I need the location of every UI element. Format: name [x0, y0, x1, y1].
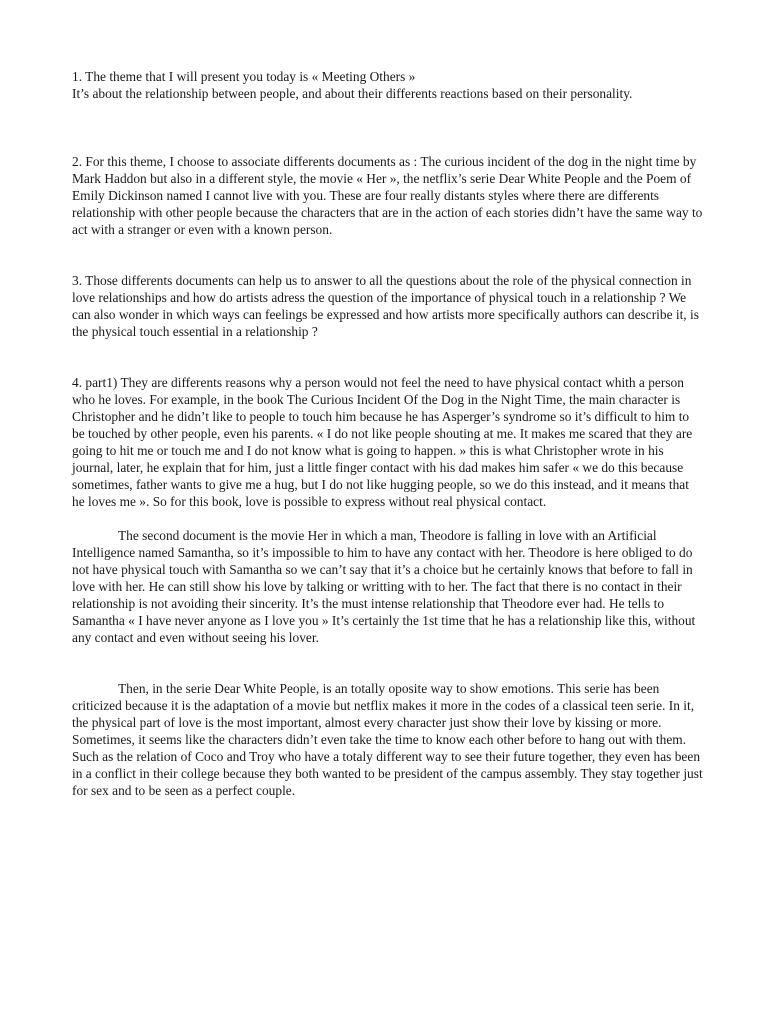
paragraph-4: 4. part1) They are differents reasons why a person would not feel the need to have physical contact whith a person who he loves. For example, in the book The Curious Incident Of the Dog in the Night Time, the main character is Christopher and he didn’t like to people to touch him because he has Asperger’s syndrome so it’s difficult to him to be touched by other people, even his parents. « I do not like people shouting at me. It makes me scared that they are going to hit me or touch me and I do not know what is going to happen. » this is what Christopher wrote in his journal, later, he explain that for him, just a little finger contact with his dad makes him safer « we do this because sometimes, father wants to give me a hug, but I do not like hugging people, so we do this instead, and it means that he loves me ». So for this book, love is possible to express without real physical contact.: [72, 375, 693, 509]
paragraph-2: 2. For this theme, I choose to associate differents documents as : The curious incident of the dog in the night time by Mark Haddon but also in a different style, the movie « Her », the netflix’s serie Dear White People and the Poem of Emily Dickinson named I cannot live with you. These are four really distants styles where there are differents relationship with other people because the characters that are in the action of each stories didn’t have the same way to act with a stranger or even with a known person.: [72, 154, 703, 237]
paragraph-3: 3. Those differents documents can help us to answer to all the questions about the role of the physical connection in love relationships and how do artists adress the question of the importance of physical touch in a relationship ? We can also wonder in which ways can feelings be expressed and how artists more specifically authors can describe it, is the physical touch essential in a relationship ?: [72, 273, 699, 339]
document-page: [72, 68, 704, 799]
spacer: [72, 340, 704, 374]
spacer: [72, 510, 704, 527]
paragraph-5: The second document is the movie Her in which a man, Theodore is falling in love with an Artificial Intelligence named Samantha, so it’s impossible to him to have any contact with her. Theodore is here obliged to do not have physical touch with Samantha so we can’t say that it’s a choice but he certainly knows that before to fall in love with her. He can still show his love by talking or writting with to her. The fact that there is no contact in their relationship is not avoiding their sincerity. It’s the must intense relationship that Theodore ever had. He tells to Samantha « I have never anyone as I love you » It’s certainly the 1st time that he has a relationship like this, without any contact and even without seeing his lover.: [72, 528, 696, 645]
paragraph-1-body: It’s about the relationship between people, and about their differents reactions based on their personality.: [72, 86, 633, 101]
paragraph-1-heading: 1. The theme that I will present you today is « Meeting Others »: [72, 69, 416, 84]
paragraph-6: Then, in the serie Dear White People, is an totally oposite way to show emotions. This serie has been criticized because it is the adaptation of a movie but netflix makes it more in the codes of a classical teen serie. In it, the physical part of love is the most important, almost every character just show their love by kissing or more. Sometimes, it seems like the characters didn’t even take the time to know each other before to hang out with them. Such as the relation of Coco and Troy who have a totaly different way to see their future together, they even has been in a conflict in their college because they both wanted to be president of the campus assembly. They stay together just for sex and to be seen as a perfect couple.: [72, 681, 703, 798]
spacer: [72, 102, 704, 153]
spacer: [72, 646, 704, 680]
spacer: [72, 238, 704, 272]
